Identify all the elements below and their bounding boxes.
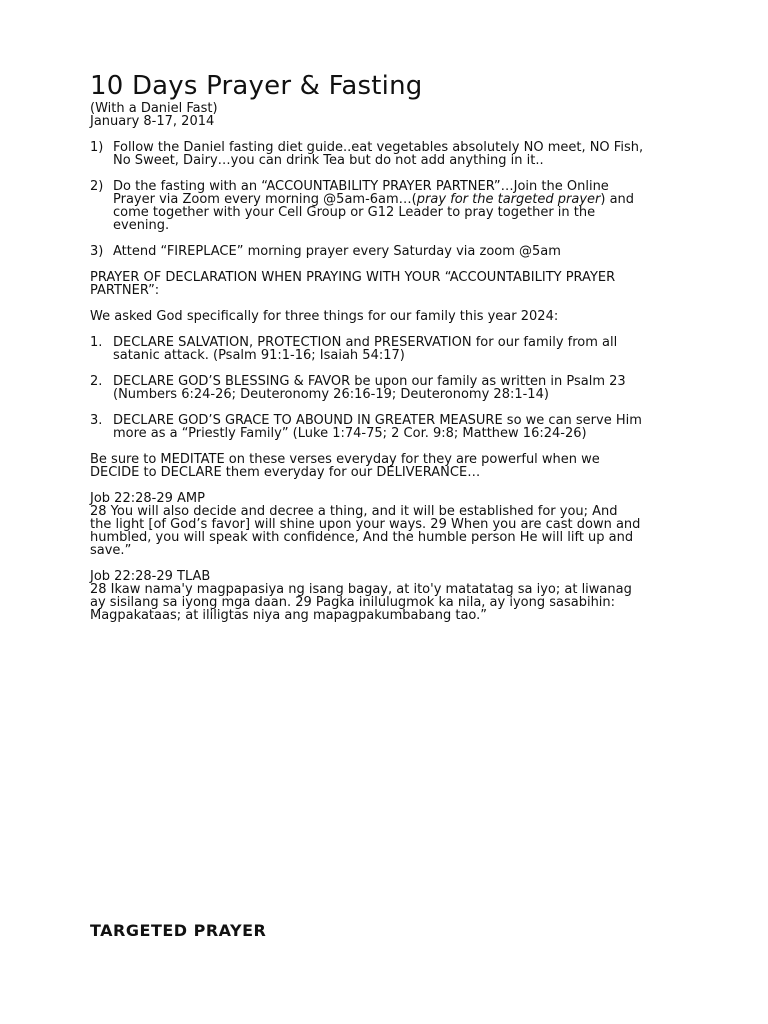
meditate-text bbox=[90, 453, 690, 479]
list-number: 3) bbox=[90, 244, 104, 259]
list-text: come together with your Cell Group or G12 Leader to pray together in the bbox=[113, 205, 596, 220]
list-item bbox=[90, 336, 690, 362]
list-text: satanic attack. (Psalm 91:1-16; Isaiah 54:17) bbox=[113, 348, 405, 363]
section-heading-targeted-prayer: TARGETED PRAYER bbox=[90, 921, 267, 940]
list-text: Do the fasting with an “ACCOUNTABILITY PRAYER PARTNER”…Join the Online bbox=[113, 179, 609, 194]
verse-reference: Job 22:28-29 AMP bbox=[90, 491, 205, 506]
document-body bbox=[90, 70, 690, 622]
list-item bbox=[90, 245, 690, 258]
list-item bbox=[90, 375, 690, 401]
verse-line: ay sisilang sa iyong mga daan. 29 Pagka inilulugmok ka nila, ay iyong sasabihin: bbox=[90, 595, 616, 610]
verse-amp bbox=[90, 492, 690, 557]
list-item bbox=[90, 180, 690, 232]
list-text: evening. bbox=[113, 218, 170, 233]
list-text: DECLARE SALVATION, PROTECTION and PRESERVATION for our family from all bbox=[113, 335, 618, 350]
verse-line: Magpakataas; at ililigtas niya ang mapagpakumbabang tao.” bbox=[90, 608, 488, 623]
list-text: DECLARE GOD’S GRACE TO ABOUND IN GREATER MEASURE so we can serve Him bbox=[113, 413, 642, 428]
verse-line: humbled, you will speak with confidence, And the humble person He will lift up and bbox=[90, 530, 634, 545]
list-text: Attend “FIREPLACE” morning prayer every Saturday via zoom @5am bbox=[113, 244, 561, 259]
date: January 8-17, 2014 bbox=[90, 114, 215, 129]
list-text: Prayer via Zoom every morning @5am-6am…( bbox=[113, 192, 417, 207]
verse-reference: Job 22:28-29 TLAB bbox=[90, 569, 211, 584]
list-text: No Sweet, Dairy…you can drink Tea but do not add anything in it.. bbox=[113, 153, 544, 168]
meditate-line: Be sure to MEDITATE on these verses everyday for they are powerful when we bbox=[90, 452, 600, 467]
italic-note: pray for the targeted prayer bbox=[416, 192, 601, 207]
asked-text: We asked God specifically for three things for our family this year 2024: bbox=[90, 309, 559, 324]
verse-line: 28 You will also decide and decree a thing, and it will be established for you; And bbox=[90, 504, 618, 519]
subtitle: (With a Daniel Fast) bbox=[90, 101, 218, 116]
list-item bbox=[90, 141, 690, 167]
verse-line: save.” bbox=[90, 543, 132, 558]
list-number: 2. bbox=[90, 374, 103, 389]
declaration-heading-line: PARTNER”: bbox=[90, 283, 160, 298]
list-number: 1) bbox=[90, 140, 104, 155]
verse-line: the light [of God’s favor] will shine upon your ways. 29 When you are cast down and bbox=[90, 517, 641, 532]
list-number: 3. bbox=[90, 413, 103, 428]
list-number: 2) bbox=[90, 179, 104, 194]
verse-line: 28 Ikaw nama'y magpapasiya ng isang bagay, at ito'y matatatag sa iyo; at liwanag bbox=[90, 582, 632, 597]
list-text: ) and bbox=[600, 192, 635, 207]
meditate-line: DECIDE to DECLARE them everyday for our DELIVERANCE… bbox=[90, 465, 481, 480]
verse-tlab bbox=[90, 570, 690, 622]
page-title: 10 Days Prayer & Fasting bbox=[90, 71, 423, 101]
list-text: (Numbers 6:24-26; Deuteronomy 26:16-19; Deuteronomy 28:1-14) bbox=[113, 387, 549, 402]
list-item bbox=[90, 414, 690, 440]
declaration-heading bbox=[90, 271, 690, 297]
list-text: DECLARE GOD’S BLESSING & FAVOR be upon our family as written in Psalm 23 bbox=[113, 374, 626, 389]
list-text: more as a “Priestly Family” (Luke 1:74-75; 2 Cor. 9:8; Matthew 16:24-26) bbox=[113, 426, 587, 441]
list-text: Follow the Daniel fasting diet guide..eat vegetables absolutely NO meet, NO Fish, bbox=[113, 140, 644, 155]
list-number: 1. bbox=[90, 335, 103, 350]
declaration-heading-line: PRAYER OF DECLARATION WHEN PRAYING WITH YOUR “ACCOUNTABILITY PRAYER bbox=[90, 270, 616, 285]
